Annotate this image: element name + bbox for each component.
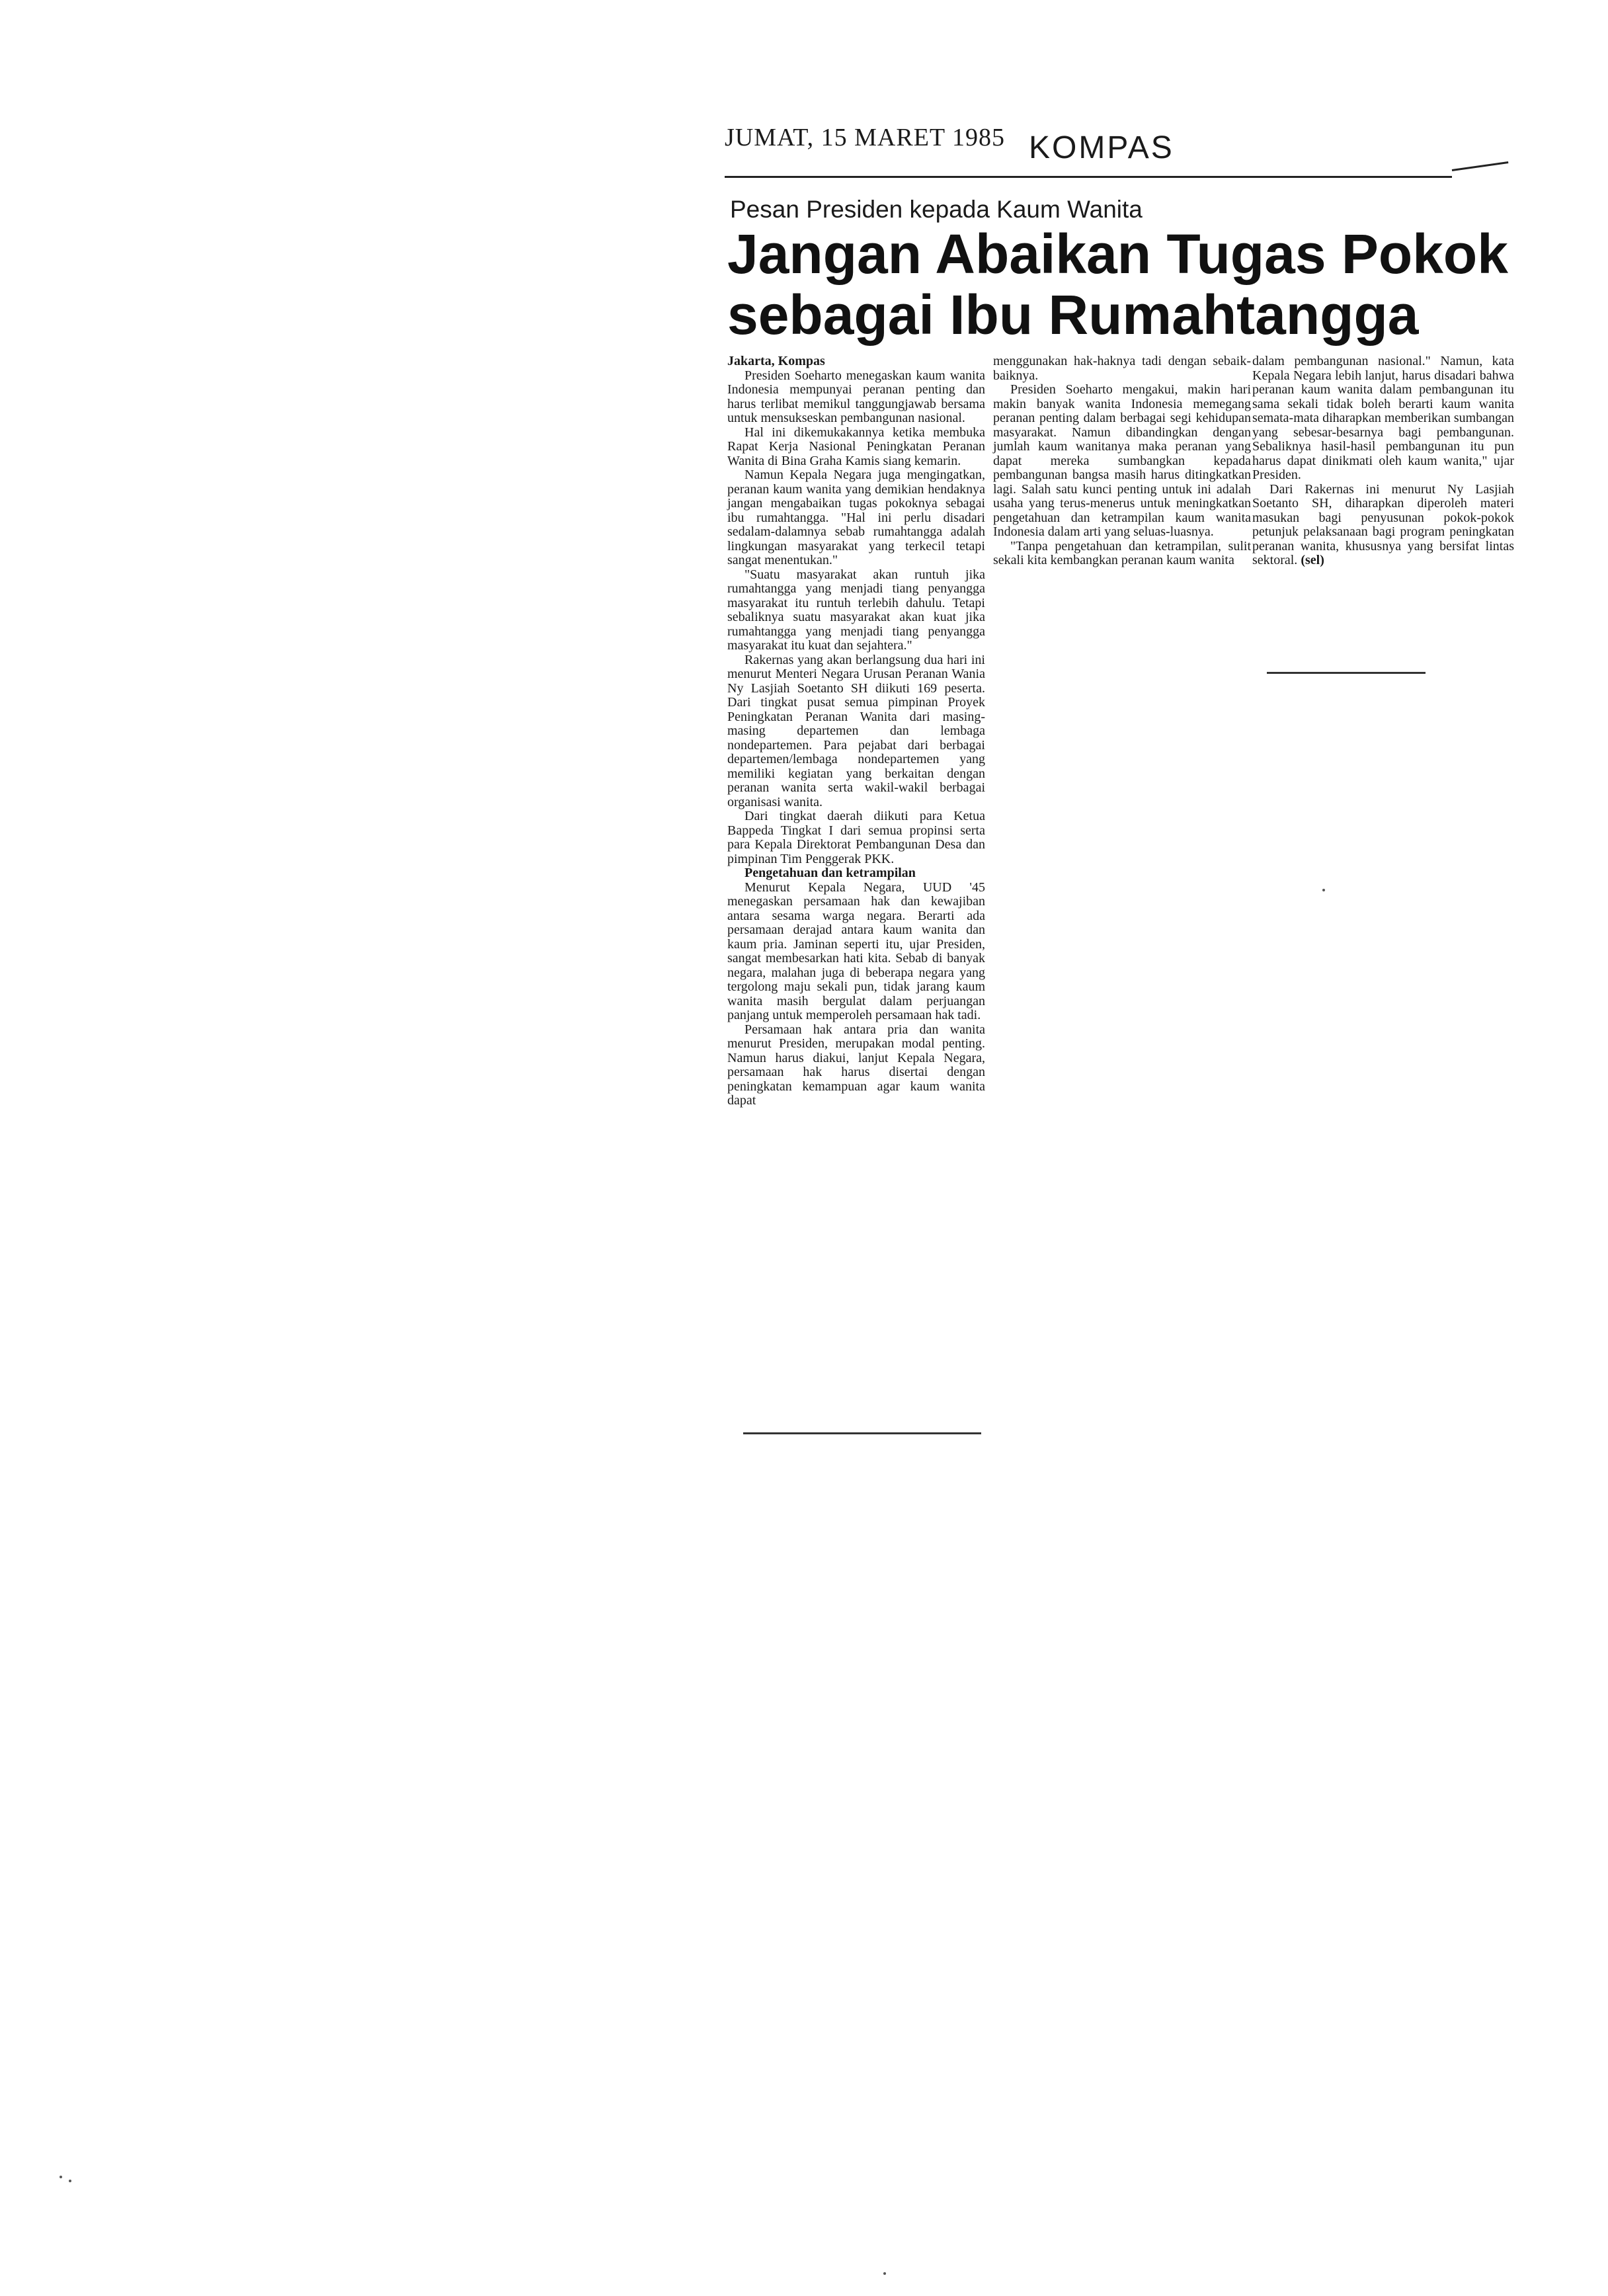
paragraph: dalam pembangunan nasional." Namun, kata Kepala Negara lebih lanjut, harus disadari bahwa peranan kaum wanita dalam pembangunan itu sama sekali tidak boleh berarti kaum wanita semata-mata diharapkan memberikan sumbangan yang sebesar-besarnya bagi pembangunan. Sebaliknya hasil-hasil pembangunan itu pun harus dapat dinikmati oleh kaum wanita," ujar Presiden. <box>1252 354 1514 482</box>
masthead-date <box>725 123 1005 152</box>
article-column-2 <box>993 354 1251 568</box>
paragraph <box>1252 483 1514 568</box>
date-text: JUMAT, 15 MARET 1985 <box>725 124 1005 151</box>
paragraph: Dari tingkat daerah diikuti para Ketua Bappeda Tingkat I dari semua propinsi serta para Kepala Direktorat Pembangunan Desa dan pimpinan Tim Penggerak PKK. <box>727 809 985 866</box>
newspaper-name: KOMPAS <box>1029 130 1174 165</box>
scan-speck <box>1322 889 1325 891</box>
masthead-rule-tail <box>1452 161 1509 171</box>
article-column-3 <box>1252 354 1514 568</box>
subheading: Pengetahuan dan ketrampilan <box>744 866 916 880</box>
scan-speck <box>883 2272 886 2275</box>
paragraph-text: Dari Rakernas ini menurut Ny Lasjiah Soetanto SH, diharapkan diperoleh materi masukan bagi penyusunan pokok-pokok petunjuk pelaksanaan bagi program peningkatan peranan wanita, khususnya yang bersifat lintas sektoral. <box>1252 481 1514 567</box>
scan-speck <box>69 2180 71 2182</box>
paragraph: Presiden Soeharto mengakui, makin hari makin banyak wanita Indonesia memegang peranan penting dalam berbagai segi kehidupan masyarakat. Namun dibandingkan dengan jumlah kaum wanitanya maka peranan yang dapat mereka sumbangkan kepada pembangunan bangsa masih harus ditingkatkan lagi. Salah satu kunci penting untuk ini adalah usaha yang terus-menerus untuk meningkatkan pengetahuan dan ketrampilan kaum wanita Indonesia dalam arti yang seluas-luasnya. <box>993 382 1251 539</box>
article-end-rule <box>1267 672 1426 674</box>
column-end-rule <box>743 1432 981 1434</box>
article-kicker: Pesan Presiden kepada Kaum Wanita <box>730 196 1143 223</box>
paragraph: Hal ini dikemukakannya ketika membuka Rapat Kerja Nasional Peningkatan Peranan Wanita di Bina Graha Kamis siang kemarin. <box>727 425 985 468</box>
headline-line-1: Jangan Abaikan Tugas Pokok <box>727 223 1508 285</box>
author-signature: (sel) <box>1301 553 1324 567</box>
headline-line-2: sebagai Ibu Rumahtangga <box>727 284 1419 346</box>
masthead-rule <box>725 176 1452 178</box>
paragraph: Persamaan hak antara pria dan wanita menurut Presiden, merupakan modal penting. Namun harus diakui, lanjut Kepala Negara, persamaan hak harus disertai dengan peningkatan kemampuan agar kaum wanita dapat <box>727 1022 985 1108</box>
paragraph: Menurut Kepala Negara, UUD '45 menegaskan persamaan hak dan kewajiban antara sesama warga negara. Berarti ada persamaan derajad antara kaum wanita dan kaum pria. Jaminan seperti itu, ujar Presiden, sangat membesarkan hati kita. Sebab di banyak negara, malahan juga di beberapa negara yang tergolong maju sekali pun, tidak jarang kaum wanita masih bergulat dalam perjuangan panjang untuk memperoleh persamaan hak tadi. <box>727 880 985 1022</box>
scan-speck <box>60 2176 62 2178</box>
paragraph: menggunakan hak-haknya tadi dengan sebaik-baiknya. <box>993 354 1251 383</box>
article-column-1 <box>727 354 985 1108</box>
paragraph: Rakernas yang akan berlangsung dua hari ini menurut Menteri Negara Urusan Peranan Wania Ny Lasjiah Soetanto SH diikuti 169 peserta. Dari tingkat pusat semua pimpinan Proyek Peningkatan Peranan Wanita dari masing-masing departemen dan lembaga nondepartemen. Para pejabat dari berbagai departemen/lembaga nondepartemen yang memiliki kegiatan yang berkaitan dengan peranan wanita serta wakil-wakil berbagai organisasi wanita. <box>727 652 985 809</box>
dateline: Jakarta, Kompas <box>727 354 825 368</box>
paragraph: Namun Kepala Negara juga mengingatkan, peranan kaum wanita yang demikian hendaknya jangan mengabaikan tugas pokoknya sebagai ibu rumahtangga. "Hal ini perlu disadari sedalam-dalamnya sebab rumahtangga adalah lingkungan masyarakat yang terkecil tetapi sangat menentukan." <box>727 468 985 567</box>
paragraph: Presiden Soeharto menegaskan kaum wanita Indonesia mempunyai peranan penting dan harus terlibat memikul tanggungjawab bersama untuk mensukseskan pembangunan nasional. <box>727 368 985 425</box>
paragraph: "Suatu masyarakat akan runtuh jika rumahtangga yang menjadi tiang penyangga masyarakat itu runtuh terlebih dahulu. Tetapi sebaliknya suatu masyarakat akan kuat jika rumahtangga yang menjadi tiang penyangga masyarakat itu kuat dan sejahtera." <box>727 567 985 653</box>
paragraph: "Tanpa pengetahuan dan ketrampilan, sulit sekali kita kembangkan peranan kaum wanita <box>993 538 1251 567</box>
article-headline <box>727 224 1534 345</box>
